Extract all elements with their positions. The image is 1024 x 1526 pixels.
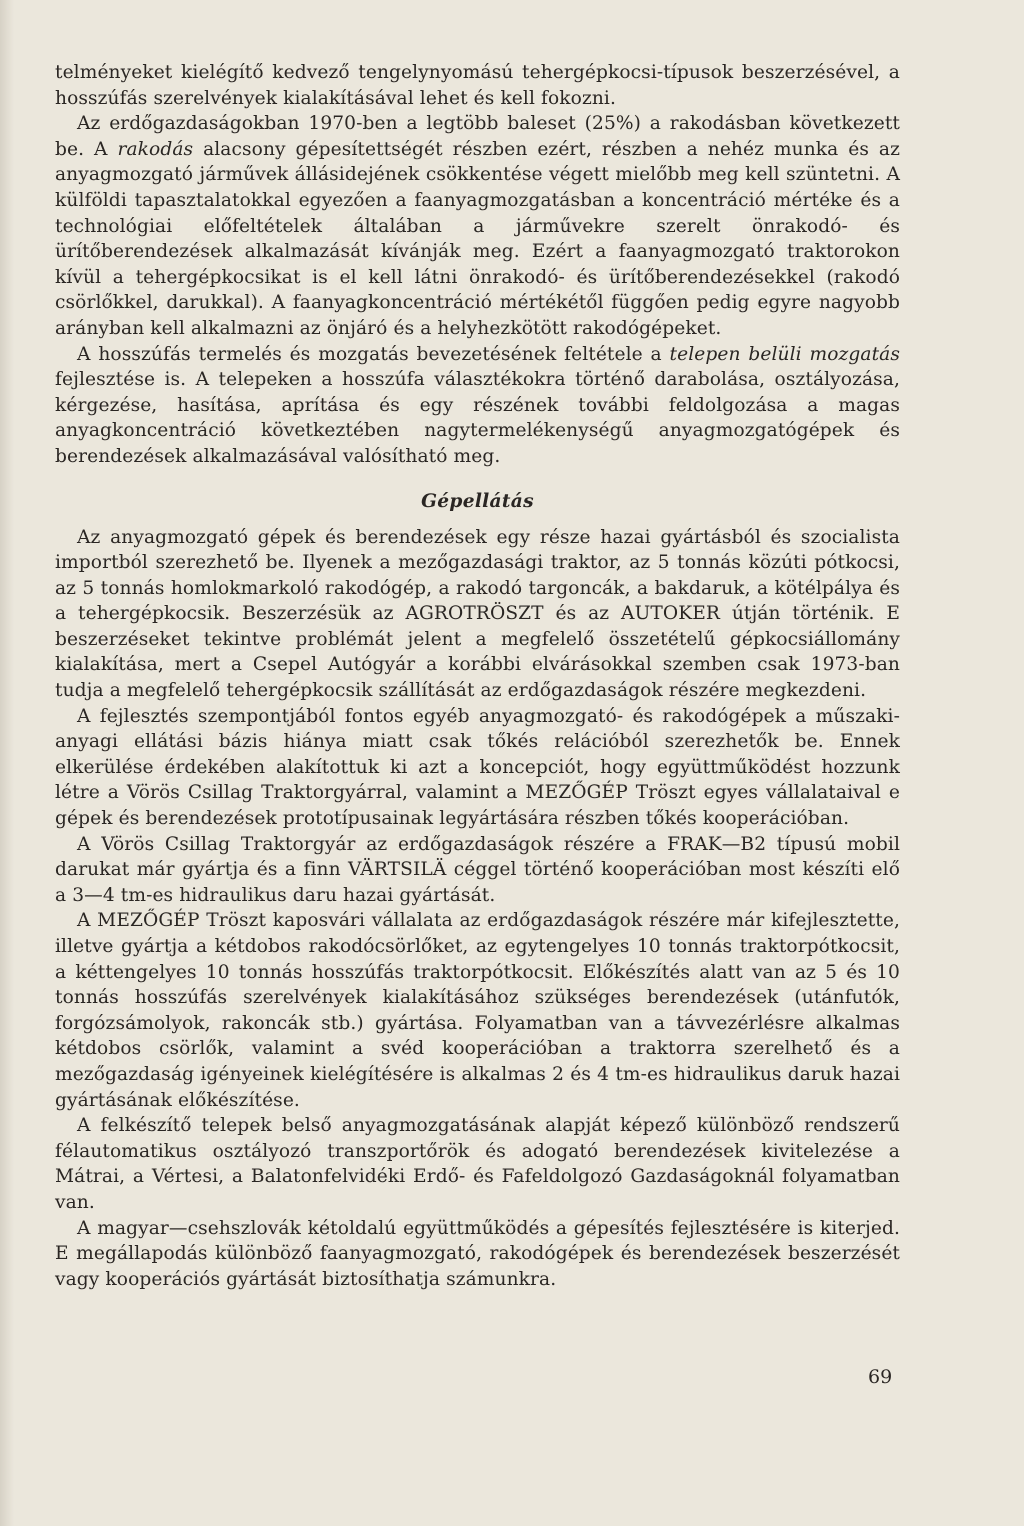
paragraph-text: alacsony gépesítettségét részben ezért, részben a nehéz munka és az anyagmozgató járművek állásidejének csökkentése végett mielőbb meg kell szüntetni. A külföldi tapasztalatokkal egyezően a faanyagmozgatásban a koncentráció mértéke és a technológiai előfeltételek általában a járművekre szerelt önrakodó- és ürítőberendezések alkalmazását kívánják meg. Ezért a faanyagmozgató traktorokon kívül a tehergépkocsikat is el kell látni önrakodó- és ürítőberendezésekkel (rakodó csörlőkkel, darukkal). A faanyagkoncentráció mértékétől függően pedig egyre nagyobb arányban kell alkalmazni az önjáró és a helyhezkötött rakodógépeket. xyxy=(55,138,901,339)
paragraph-text: Az erdőgazdaságokban 1970-ben a legtöbb baleset (25%) a rakodásban következett be. A xyxy=(55,113,900,160)
paragraph xyxy=(55,832,900,909)
paragraph-text: A magyar—csehszlovák kétoldalú együttműködés a gépesítés fejlesztésére is kiterjed. E megállapodás különböző faanyagmozgató, rakodógépek és berendezések beszerzését vagy kooperációs gyártását biztosíthatja számunkra. xyxy=(55,1217,900,1290)
paragraph-text: A hosszúfás termelés és mozgatás bevezetésének feltétele a xyxy=(77,343,670,365)
paragraph-text: A fejlesztés szempontjából fontos egyéb anyagmozgató- és rakodógépek a műszaki-anyagi ellátási bázis hiánya miatt csak tőkés relációból szerezhetők be. Ennek elkerülése érdekében alakítottuk ki azt a koncepciót, hogy együttműködést hozzunk létre a Vörös Csillag Traktorgyárral, valamint a MEZŐGÉP Tröszt egyes vállalataival e gépek és berendezések prototípusainak legyártására részben tőkés kooperációban. xyxy=(55,705,900,830)
page-number: 69 xyxy=(868,1366,893,1388)
paragraph xyxy=(55,1113,900,1215)
paragraph xyxy=(55,60,900,111)
section-heading: Gépellátás xyxy=(421,490,534,512)
paragraph xyxy=(55,908,900,1113)
paragraphs-after-heading xyxy=(55,525,900,1293)
paragraphs-before-heading xyxy=(55,60,900,470)
paragraph xyxy=(55,1216,900,1293)
page-body xyxy=(55,60,900,1292)
paragraph xyxy=(55,704,900,832)
paragraph-text: A MEZŐGÉP Tröszt kaposvári vállalata az erdőgazdaságok részére már kifejlesztette, illetve gyártja a kétdobos rakodócsörlőket, az egytengelyes 10 tonnás traktorpótkocsit, a kéttengelyes 10 tonnás hosszúfás traktorpótkocsit. Előkészítés alatt van az 5 és 10 tonnás hosszúfás szerelvények kialakításához szükséges berendezések (utánfutók, forgózsámolyok, rakoncák stb.) gyártása. Folyamatban van a távvezérlésre alkalmas kétdobos csörlők, valamint a svéd kooperációban a traktorra szerelhető és a mezőgazdaság igényeinek kielégítésére is alkalmas 2 és 4 tm-es hidraulikus daruk hazai gyártásának előkészítése. xyxy=(55,910,900,1111)
emphasized-text: rakodás xyxy=(117,138,194,160)
paragraph-text: Az anyagmozgató gépek és berendezések egy része hazai gyártásból és szocialista importból szerezhető be. Ilyenek a mezőgazdasági traktor, az 5 tonnás közúti pótkocsi, az 5 tonnás homlokmarkoló rakodógép, a rakodó targoncák, a bakdaruk, a kötélpálya és a tehergépkocsik. Beszerzésük az AGROTRÖSZT és az AUTOKER útján történik. E beszerzéseket tekintve problémát jelent a megfelelő összetételű gépkocsiállomány kialakítása, mert a Csepel Autógyár a korábbi elvárásokkal szemben csak 1973-ban tudja a megfelelő tehergépkocsik szállítását az erdőgazdaságok részére megkezdeni. xyxy=(55,526,900,702)
emphasized-text: telepen belüli mozgatás xyxy=(669,343,900,365)
paragraph xyxy=(55,111,900,341)
paragraph xyxy=(55,342,900,470)
paragraph-text: A Vörös Csillag Traktorgyár az erdőgazdaságok részére a FRAK—B2 típusú mobil darukat már gyártja és a finn VÄRTSILÄ céggel történő kooperációban most készíti elő a 3—4 tm-es hidraulikus daru hazai gyártását. xyxy=(55,833,900,906)
paragraph-text: telményeket kielégítő kedvező tengelynyomású tehergépkocsi-típusok beszerzésével, a hosszúfás szerelvények kialakításával lehet és kell fokozni. xyxy=(55,62,900,109)
paragraph-text: A felkészítő telepek belső anyagmozgatásának alapját képező különböző rendszerű félautomatikus osztályozó transzportőrök és adogató berendezések kivitelezése a Mátrai, a Vértesi, a Balatonfelvidéki Erdő- és Fafeldolgozó Gazdaságoknál folyamatban van. xyxy=(55,1115,900,1213)
paragraph xyxy=(55,525,900,704)
paragraph-text: fejlesztése is. A telepeken a hosszúfa választékokra történő darabolása, osztályozása, kérgezése, hasítása, aprítása és egy részének további feldolgozása a magas anyagkoncentráció következtében nagytermelékenységű anyagmozgatógépek és berendezések alkalmazásával valósítható meg. xyxy=(55,369,900,467)
